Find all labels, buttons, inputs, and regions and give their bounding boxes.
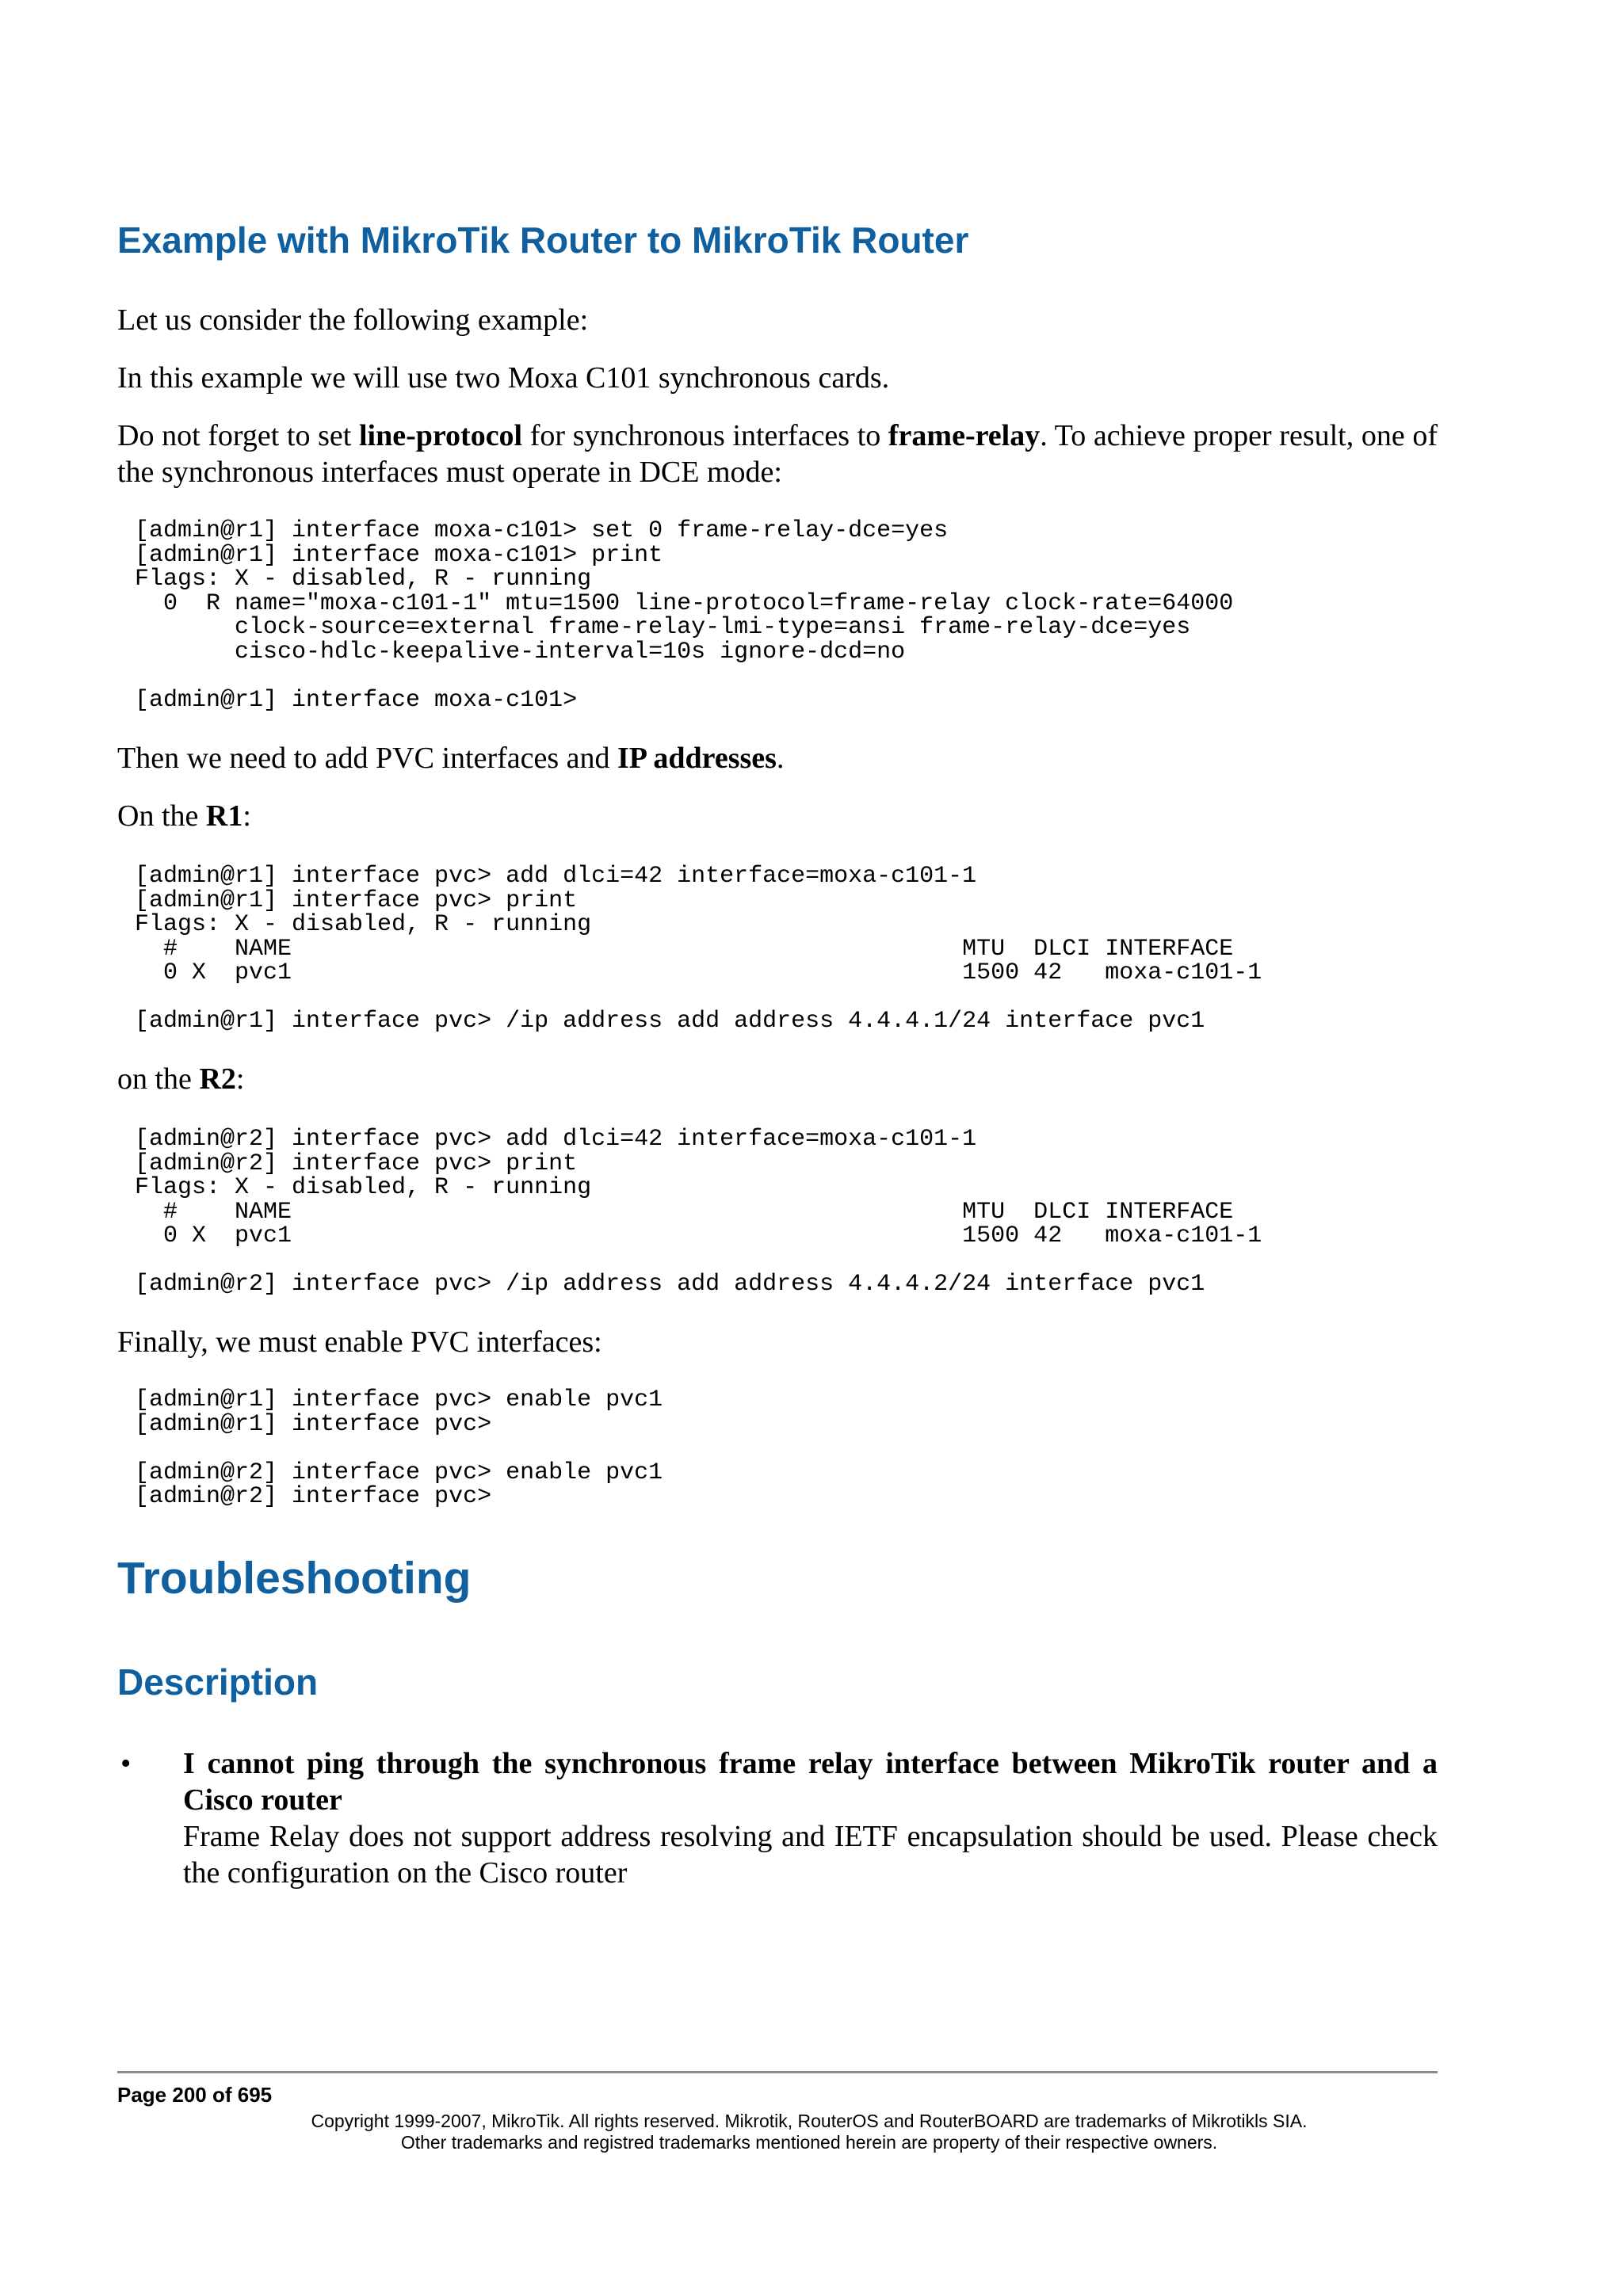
then-text-1: Then we need to add PVC interfaces and	[117, 742, 618, 775]
forget-text-2: for synchronous interfaces to	[522, 419, 888, 452]
r1-paragraph	[117, 798, 1438, 834]
forget-bold-frame-relay: frame-relay	[888, 419, 1041, 452]
forget-bold-line-protocol: line-protocol	[358, 419, 523, 452]
bullet-icon: •	[120, 1747, 132, 1780]
then-bold-ip-addresses: IP addresses	[617, 742, 777, 775]
r2-text-2: :	[235, 1062, 245, 1096]
footer-divider	[117, 2071, 1438, 2073]
r1-bold: R1	[205, 799, 243, 833]
code-block-moxa: [admin@r1] interface moxa-c101> set 0 frame-relay-dce=yes [admin@r1] interface moxa-c101> print Flags: X - disabled, R - running 0 R name="moxa-c101-1" mtu=1500 line-protocol=frame-relay clock-rate=64000 clock-source=external frame-relay-lmi-type=ansi frame-relay-dce=yes cisco-hdlc-keepalive-interval=10s ignore-dcd=no [admin@r1] interface moxa-c101>	[135, 517, 1234, 714]
item-answer: Frame Relay does not support address resolving and IETF encapsulation should be used. Please check the configuration on the Cisco router	[183, 1820, 1438, 1890]
r2-bold: R2	[199, 1062, 236, 1096]
troubleshooting-item	[117, 1745, 1438, 1891]
finally-paragraph: Finally, we must enable PVC interfaces:	[117, 1325, 602, 1359]
copyright-line-1: Copyright 1999-2007, MikroTik. All rights reserved. Mikrotik, RouterOS and RouterBOARD are trademarks of Mikrotikls SIA.	[311, 2111, 1308, 2131]
code-block-enable: [admin@r1] interface pvc> enable pvc1 [admin@r1] interface pvc> [admin@r2] interface pvc> enable pvc1 [admin@r2] interface pvc>	[135, 1386, 663, 1510]
troubleshooting-heading: Troubleshooting	[117, 1553, 472, 1604]
forget-text-1: Do not forget to set	[117, 419, 359, 452]
item-question: I cannot ping through the synchronous frame relay interface between MikroTik router and a Cisco router	[183, 1747, 1438, 1817]
forget-text-3: . To achieve proper result, one of the synchronous interfaces must operate in DCE mode:	[117, 419, 1438, 489]
r2-text-1: on the	[117, 1062, 200, 1096]
then-text-2: .	[776, 742, 785, 775]
description-heading: Description	[117, 1661, 319, 1703]
r1-text-1: On the	[117, 799, 206, 833]
r1-text-2: :	[242, 799, 251, 833]
r2-paragraph	[117, 1061, 1438, 1097]
cards-paragraph: In this example we will use two Moxa C101 synchronous cards.	[117, 361, 890, 395]
page-footer	[117, 2071, 1438, 2153]
intro-paragraph: Let us consider the following example:	[117, 303, 589, 337]
code-block-r1: [admin@r1] interface pvc> add dlci=42 interface=moxa-c101-1 [admin@r1] interface pvc> print Flags: X - disabled, R - running # NAME MTU DLCI INTERFACE 0 X pvc1 1500 42 moxa-c101-1 [admin@r1] interface pvc> /ip address add address 4.4.4.1/24 interface pvc1	[135, 863, 1262, 1035]
code-block-r2: [admin@r2] interface pvc> add dlci=42 interface=moxa-c101-1 [admin@r2] interface pvc> print Flags: X - disabled, R - running # NAME MTU DLCI INTERFACE 0 X pvc1 1500 42 moxa-c101-1 [admin@r2] interface pvc> /ip address add address 4.4.4.2/24 interface pvc1	[135, 1126, 1262, 1298]
example-heading: Example with MikroTik Router to MikroTik Router	[117, 219, 969, 261]
then-paragraph	[117, 740, 1438, 776]
page-number: Page 200 of 695	[117, 2083, 273, 2107]
forget-paragraph	[117, 418, 1438, 490]
copyright-line-2: Other trademarks and registred trademarks mentioned herein are property of their respective owners.	[400, 2132, 1218, 2153]
